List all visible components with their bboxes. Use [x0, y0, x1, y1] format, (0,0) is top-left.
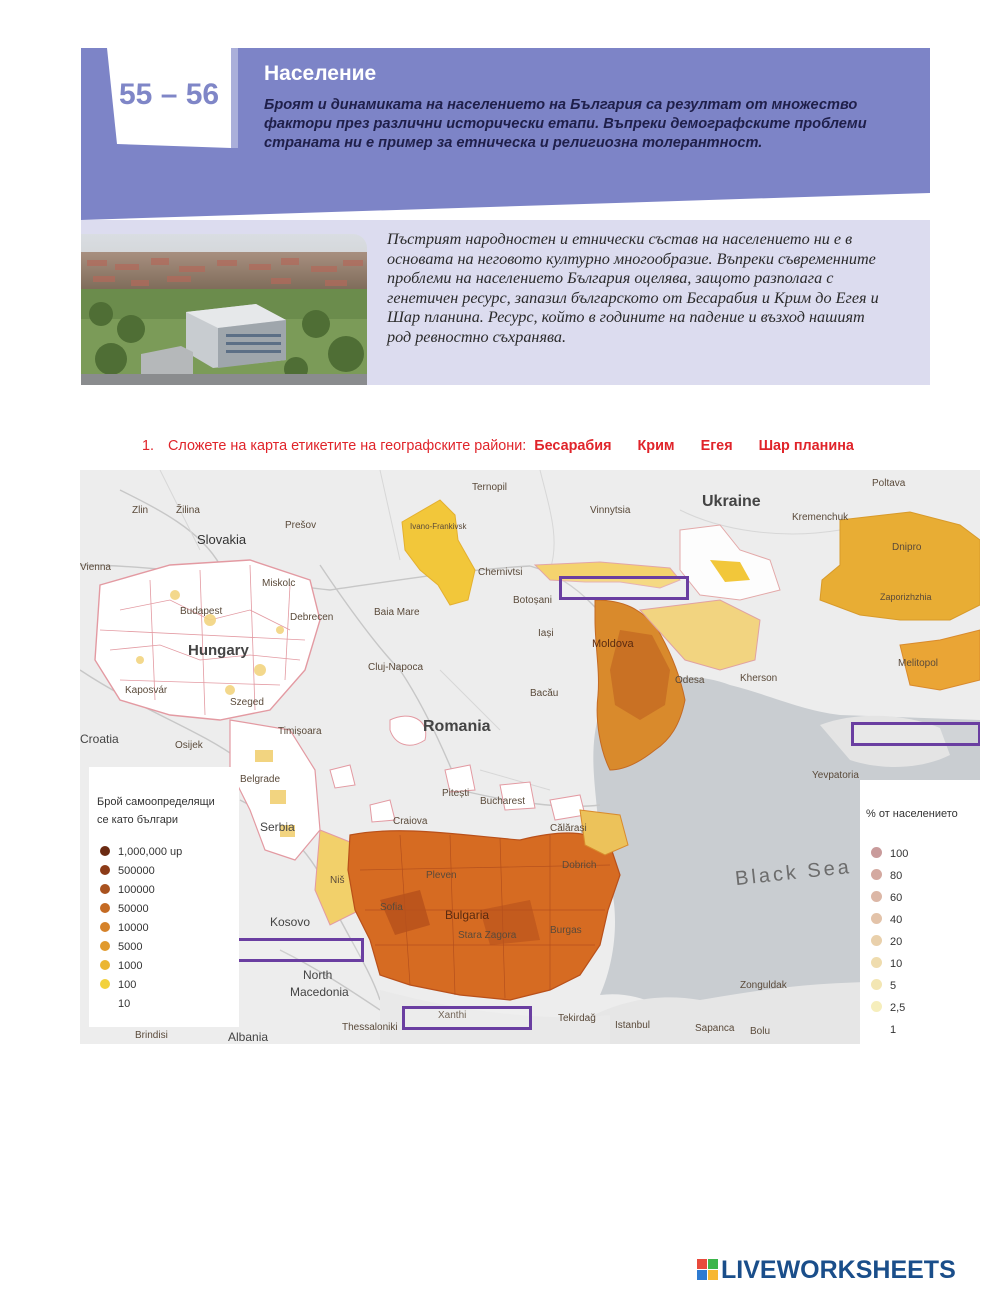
- city-kherson: Kherson: [740, 673, 778, 684]
- legend-swatch: [100, 998, 110, 1008]
- legend-percent-row: 5: [871, 979, 896, 992]
- map-label-north-macedonia-2: Macedonia: [290, 985, 349, 999]
- city-thessaloniki: Thessaloniki: [342, 1022, 398, 1033]
- answer-box-aegean[interactable]: [402, 1006, 532, 1030]
- city-melitopol: Melitopol: [898, 658, 939, 669]
- legend-swatch: [871, 913, 882, 924]
- city-craiova: Craiova: [393, 816, 428, 827]
- legend-count-row: 10: [100, 998, 130, 1010]
- legend-percent-row: 100: [871, 847, 908, 860]
- legend-swatch: [871, 1001, 882, 1012]
- map-label-kosovo: Kosovo: [270, 915, 311, 929]
- city-ivano-frankivsk: Ivano-Frankivsk: [410, 522, 467, 531]
- city-vinnytsia: Vinnytsia: [590, 505, 631, 516]
- city-cluj-napoca: Cluj-Napoca: [368, 662, 424, 673]
- legend-count-row: 1000: [100, 960, 142, 972]
- legend-count-title-2: се като българи: [97, 814, 179, 826]
- legend-swatch: [100, 846, 110, 856]
- map-label-ukraine: Ukraine: [702, 493, 761, 510]
- legend-count-row: 100000: [100, 884, 155, 896]
- map-label-slovakia: Slovakia: [197, 532, 247, 547]
- city-photo: [81, 234, 367, 385]
- city-stara-zagora: Stara Zagora: [458, 930, 517, 941]
- city-xanthi: Xanthi: [438, 1010, 467, 1021]
- legend-swatch: [100, 884, 110, 894]
- city-szeged: Szeged: [230, 697, 264, 708]
- legend-count: [89, 767, 239, 1027]
- city-belgrade: Belgrade: [240, 774, 281, 785]
- quote-text: Пъстрият народностен и етнически състав на населението ни е в основата на неговото културно многообразие. Въпреки съвременните проблеми на населението България оцелява, защото разполага с генетичен ресурс, запазил българското от Бесарабия и Крим до Егея и Шар планина. Ресурс, който в годините на падение и възход нашият род ревностно съхранява.: [387, 230, 879, 346]
- legend-swatch: [100, 979, 110, 989]
- city-pitesti: Pitești: [442, 788, 470, 799]
- city-tekirdag: Tekirdağ: [558, 1013, 596, 1024]
- legend-count-row: 1,000,000 up: [100, 846, 182, 858]
- legend-count-title-1: Брой самоопределящи: [97, 796, 215, 808]
- city-botosani: Botoșani: [513, 595, 552, 606]
- legend-swatch: [100, 922, 110, 932]
- legend-swatch: [871, 891, 882, 902]
- lesson-header: [81, 48, 930, 220]
- lesson-number: 55 – 56: [119, 78, 220, 111]
- legend-percent-row: 60: [871, 891, 902, 904]
- legend-count-row: 100: [100, 979, 136, 991]
- city-zilina: Žilina: [176, 505, 200, 516]
- city-timisoara: Timișoara: [278, 726, 322, 737]
- legend-percent-row: 20: [871, 935, 902, 948]
- map-label-hungary: Hungary: [188, 642, 249, 659]
- city-budapest: Budapest: [180, 606, 223, 617]
- city-dnipro: Dnipro: [892, 542, 922, 553]
- label-crimea[interactable]: Крим: [637, 438, 675, 454]
- city-ternopil: Ternopil: [472, 482, 508, 493]
- sofia-ndk-photo: [81, 234, 367, 385]
- answer-box-shar-mountain[interactable]: [234, 938, 364, 962]
- answer-box-crimea[interactable]: [851, 722, 980, 746]
- city-miskolc: Miskolc: [262, 578, 296, 589]
- legend-percent-row: 1: [871, 1023, 896, 1036]
- map-label-moldova: Moldova: [592, 638, 634, 650]
- legend-percent-row: 80: [871, 869, 902, 882]
- legend-percent-title: % от населението: [866, 808, 958, 820]
- city-sapanca: Sapanca: [695, 1023, 735, 1034]
- logo-blocks-icon: [697, 1259, 719, 1281]
- city-brindisi: Brindisi: [135, 1030, 168, 1041]
- label-shar-mountain[interactable]: Шар планина: [758, 438, 854, 454]
- quote-section: [81, 220, 930, 385]
- legend-count-row: 10000: [100, 922, 149, 934]
- map-label-serbia: Serbia: [260, 820, 295, 834]
- city-zonguldak: Zonguldak: [740, 980, 787, 991]
- legend-swatch: [871, 869, 882, 880]
- legend-swatch: [871, 935, 882, 946]
- city-yevpatoria: Yevpatoria: [812, 770, 859, 781]
- lesson-intro: Броят и динамиката на населението на България са резултат от множество фактори през различни исторически етапи. Въпреки демографските проблеми страната ни е пример за етническа и религиозна толерантност.: [264, 97, 867, 151]
- city-kaposvar: Kaposvár: [125, 685, 168, 696]
- city-vienna-cut: Vienna: [80, 562, 111, 573]
- city-osijek: Osijek: [175, 740, 203, 751]
- city-dobrich: Dobrich: [562, 860, 597, 871]
- city-burgas: Burgas: [550, 925, 582, 936]
- city-presov: Prešov: [285, 520, 317, 531]
- legend-percent-row: 2,5: [871, 1001, 905, 1014]
- city-zlin: Zlin: [132, 505, 149, 516]
- legend-swatch: [871, 847, 882, 858]
- map-label-bulgaria: Bulgaria: [445, 908, 490, 922]
- legend-count-row: 50000: [100, 903, 149, 915]
- legend-swatch: [871, 957, 882, 968]
- legend-percent-row: 10: [871, 957, 902, 970]
- legend-swatch: [100, 941, 110, 951]
- task-text: Сложете на карта етикетите на географските райони:: [168, 438, 527, 454]
- city-bolu: Bolu: [750, 1026, 771, 1037]
- city-calarasi: Călărași: [550, 823, 587, 834]
- map-label-black-sea: Black Sea: [734, 855, 853, 891]
- lesson-title: Население: [264, 62, 377, 85]
- task-instruction: [142, 438, 876, 454]
- city-zaporizhzhia: Zaporizhzhia: [880, 592, 932, 602]
- map-label-croatia: Croatia: [80, 732, 119, 746]
- map-label-albania: Albania: [228, 1030, 269, 1044]
- city-debrecen: Debrecen: [290, 612, 334, 623]
- city-sofia: Sofia: [380, 902, 403, 913]
- city-bacau: Bacău: [530, 688, 559, 699]
- label-aegean[interactable]: Егея: [700, 438, 733, 454]
- city-nis: Niš: [330, 875, 345, 886]
- map-label-north-macedonia-1: North: [303, 968, 333, 982]
- city-pleven: Pleven: [426, 870, 457, 881]
- answer-box-bessarabia[interactable]: [559, 576, 689, 600]
- city-bucharest: Bucharest: [480, 796, 526, 807]
- legend-percent-row: 40: [871, 913, 902, 926]
- map-label-romania: Romania: [423, 718, 491, 735]
- city-baia-mare: Baia Mare: [374, 607, 420, 618]
- legend-percent: [860, 780, 980, 1044]
- city-odesa: Odesa: [675, 675, 705, 686]
- legend-swatch: [100, 960, 110, 970]
- city-chernivtsi: Chernivtsi: [478, 567, 523, 578]
- legend-swatch: [100, 903, 110, 913]
- city-istanbul: Istanbul: [615, 1020, 651, 1031]
- population-map: [80, 470, 980, 1044]
- legend-count-row: 500000: [100, 865, 155, 877]
- legend-swatch: [100, 865, 110, 875]
- legend-swatch: [871, 1023, 882, 1034]
- city-poltava: Poltava: [872, 478, 906, 489]
- city-kremenchuk: Kremenchuk: [792, 512, 849, 523]
- legend-swatch: [871, 979, 882, 990]
- task-number: 1.: [142, 438, 155, 454]
- city-iasi: Iași: [538, 628, 554, 639]
- legend-count-row: 5000: [100, 941, 142, 953]
- label-bessarabia[interactable]: Бесарабия: [534, 438, 612, 454]
- logo-text: LIVEWORKSHEETS: [721, 1256, 956, 1284]
